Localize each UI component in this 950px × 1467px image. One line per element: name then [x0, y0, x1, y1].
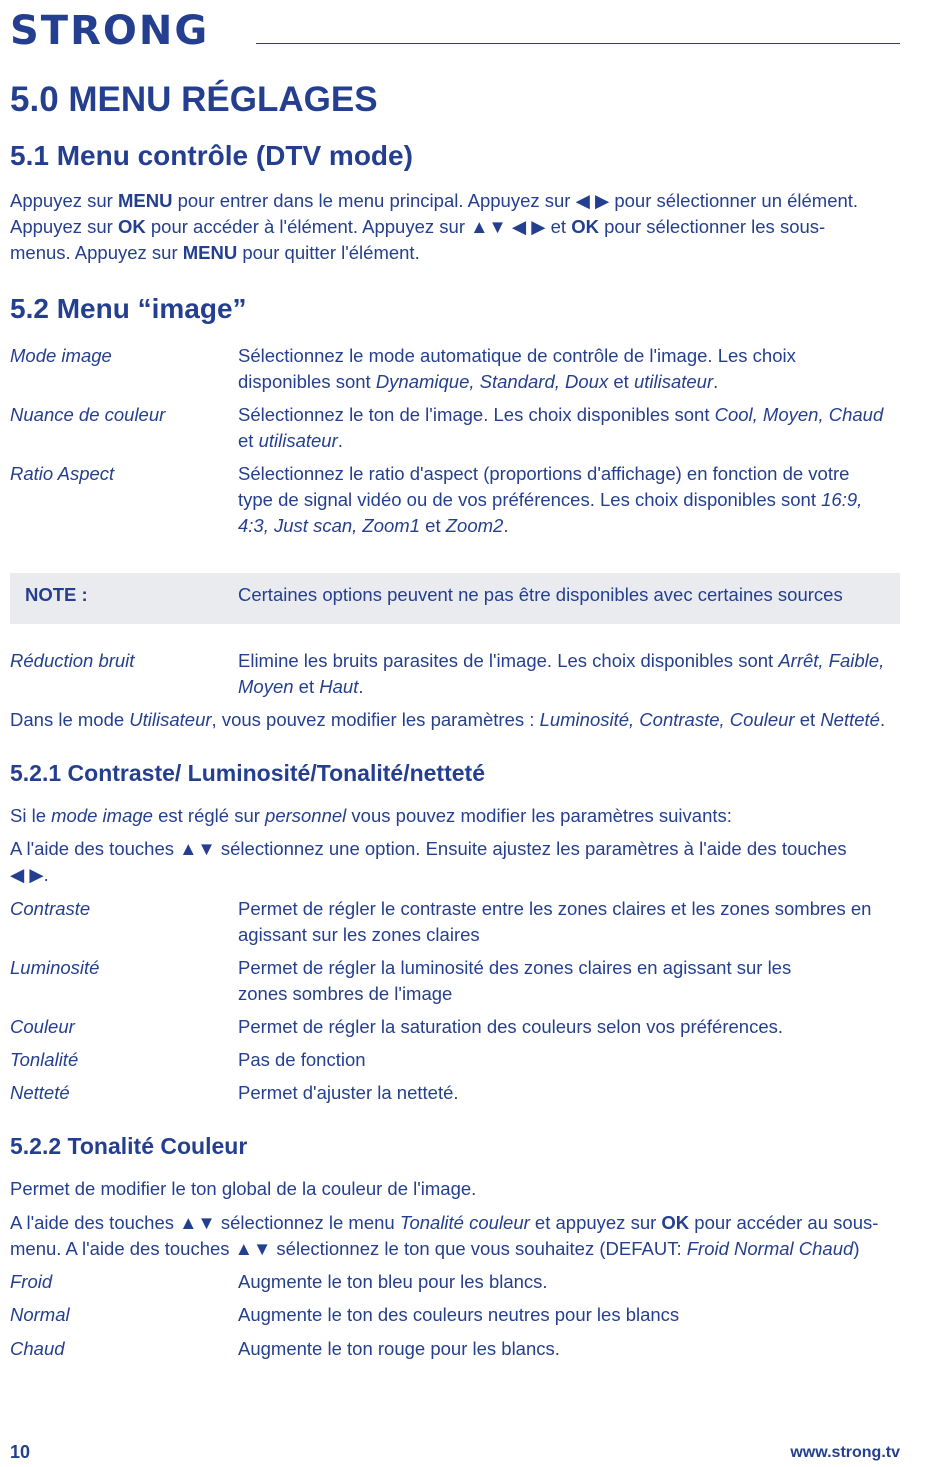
- chaud-term: Chaud: [10, 1338, 65, 1359]
- s522-line-1: Permet de modifier le ton global de la couleur de l'image.: [10, 1178, 477, 1199]
- mode-image-term: Mode image: [10, 345, 112, 366]
- s521-line-2: A l'aide des touches ▲▼ sélectionnez une option. Ensuite ajustez les paramètres à l'aide des touches: [10, 838, 847, 859]
- page-title: 5.0 MENU RÉGLAGES: [10, 80, 378, 119]
- strong-logo: STRONG: [10, 8, 210, 54]
- section-5-1-heading: 5.1 Menu contrôle (DTV mode): [10, 140, 413, 171]
- normal-term: Normal: [10, 1304, 70, 1325]
- section-5-2-1-heading: 5.2.1 Contraste/ Luminosité/Tonalité/netteté: [10, 760, 485, 786]
- luminosite-term: Luminosité: [10, 957, 100, 978]
- normal-desc: Augmente le ton des couleurs neutres pour les blancs: [238, 1304, 680, 1325]
- ratio-term: Ratio Aspect: [10, 463, 115, 484]
- note-text: Certaines options peuvent ne pas être disponibles avec certaines sources: [238, 584, 843, 605]
- bruit-desc: Elimine les bruits parasites de l'image. Les choix disponibles sont Arrêt, Faible, Moyen et Haut.: [238, 650, 885, 697]
- s51-line-3: menus. Appuyez sur MENU pour quitter l'élément.: [10, 242, 420, 263]
- footer-url: www.strong.tv: [790, 1444, 900, 1461]
- note-label: NOTE :: [25, 584, 88, 605]
- left-right-arrows-icon: ◀ ▶: [10, 864, 44, 885]
- contraste-desc: Permet de régler le contraste entre les zones claires et les zones sombres en agissant sur les zones claires: [238, 898, 872, 945]
- note-box: [10, 573, 900, 624]
- nettete-term: Netteté: [10, 1082, 70, 1103]
- bruit-term: Réduction bruit: [10, 650, 135, 671]
- s51-line-1: Appuyez sur MENU pour entrer dans le menu principal. Appuyez sur ◀ ▶ pour sélectionner un élément.: [10, 190, 859, 211]
- nuance-term: Nuance de couleur: [10, 404, 166, 425]
- tonalite-desc: Pas de fonction: [238, 1049, 366, 1070]
- section-5-2-heading: 5.2 Menu “image”: [10, 293, 247, 324]
- arrow-keys-icon: ▲▼ ◀ ▶: [470, 216, 546, 237]
- section-5-2-2-heading: 5.2.2 Tonalité Couleur: [10, 1133, 248, 1159]
- s51-line-2: Appuyez sur OK pour accéder à l'élément. Appuyez sur ▲▼ ◀ ▶ et OK pour sélectionner les sous-: [10, 216, 826, 237]
- user-mode-line: Dans le mode Utilisateur, vous pouvez modifier les paramètres : Luminosité, Contraste, Couleur et Netteté.: [10, 709, 886, 730]
- up-down-arrows-icon: ▲▼: [179, 838, 216, 859]
- s522-line-2: A l'aide des touches ▲▼ sélectionnez le menu Tonalité couleur et appuyez sur OK pour accéder au sous-: [10, 1212, 879, 1233]
- mode-image-desc: Sélectionnez le mode automatique de contrôle de l'image. Les choix disponibles sont Dynamique, Standard, Doux et utilisateur.: [238, 345, 796, 392]
- nettete-desc: Permet d'ajuster la netteté.: [238, 1082, 459, 1103]
- s521-line-1: Si le mode image est réglé sur personnel vous pouvez modifier les paramètres suivants:: [10, 805, 732, 826]
- up-down-arrows-icon: ▲▼: [179, 1212, 216, 1233]
- froid-term: Froid: [10, 1271, 53, 1292]
- up-down-arrows-icon: ▲▼: [234, 1238, 272, 1259]
- contraste-term: Contraste: [10, 898, 91, 919]
- couleur-desc: Permet de régler la saturation des couleurs selon vos préférences.: [238, 1016, 784, 1037]
- header-rule: [256, 43, 900, 44]
- chaud-desc: Augmente le ton rouge pour les blancs.: [238, 1338, 560, 1359]
- ratio-desc: Sélectionnez le ratio d'aspect (proportions d'affichage) en fonction de votre type de signal vidéo ou de vos préférences. Les choix disponibles sont 16:9, 4:3, Just scan, Zoom1 et Zoom2.: [238, 463, 863, 536]
- luminosite-desc: Permet de régler la luminosité des zones claires en agissant sur les zones sombres de l'image: [238, 957, 792, 1004]
- nuance-desc: Sélectionnez le ton de l'image. Les choix disponibles sont Cool, Moyen, Chaud et utilisateur.: [238, 404, 884, 451]
- couleur-term: Couleur: [10, 1016, 75, 1037]
- froid-desc: Augmente le ton bleu pour les blancs.: [238, 1271, 548, 1292]
- left-right-arrows-icon: ◀ ▶: [575, 190, 610, 211]
- s521-line-3: ◀ ▶.: [10, 864, 49, 885]
- s522-line-3: menu. A l'aide des touches ▲▼ sélectionnez le ton que vous souhaitez (DEFAUT: Froid Normal Chaud): [10, 1238, 860, 1259]
- tonalite-term: Tonlalité: [10, 1049, 79, 1070]
- page-number: 10: [10, 1442, 31, 1462]
